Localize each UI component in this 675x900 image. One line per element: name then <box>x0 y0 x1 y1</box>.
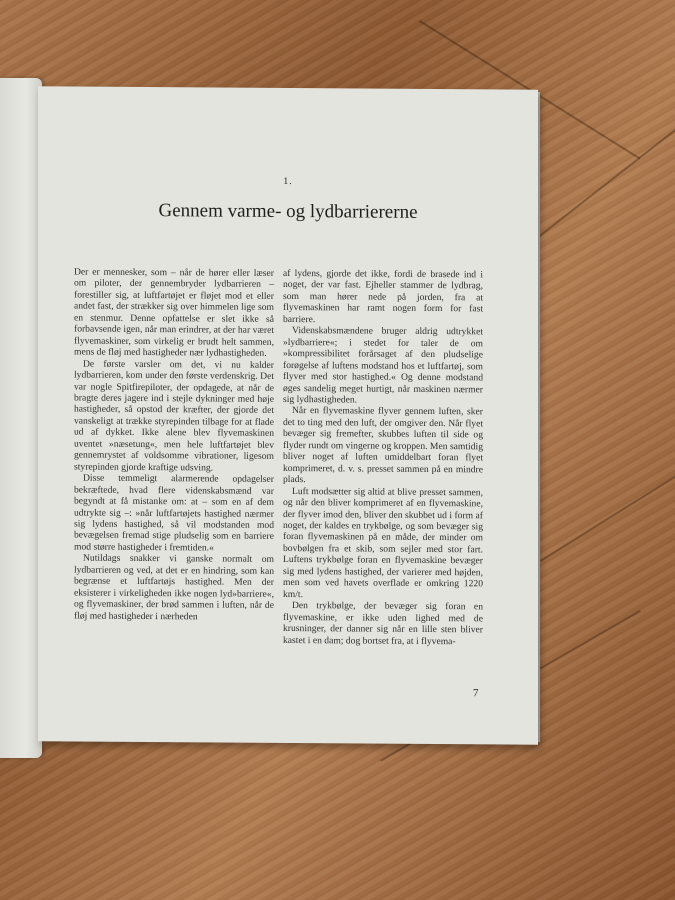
chapter-number: 1. <box>283 175 293 188</box>
text-column-right <box>283 268 483 647</box>
paragraph: De første varsler om det, vi nu kalder lydbarrieren, kom under den første verdenskrig. Det var nogle Spitfirepiloter, der opdagede, at når de bragte deres jagere ind i stejle dykninger med høje hastigheder, så opstod der kræfter, der gjorde det vanskeligt at trække styrepinden tilbage for at flade ud af dykket. Ikke alene blev flyvemaskinen uventet »næsetung«, men hele luftfartøjet blev gennemrystet af voldsomme vibrationer, ligesom styrepinden gjorde kraftige udsving. <box>74 358 274 474</box>
plank-seam <box>540 465 675 562</box>
paragraph: Nutildags snakker vi ganske normalt om lydbarrieren og ved, at det er en hindring, som kan begrænse et luftfartøjs hastighed. Men der eksisterer i virkeligheden ikke nogen lyd»barriere«, og flyvemaskiner, der brød sammen i luften, når de fløj med hastigheder i nærheden <box>74 552 274 622</box>
plank-seam <box>520 127 675 252</box>
paragraph: Videnskabsmændene bruger aldrig udtrykket »lydbarriere«; i stedet for taler de om »kompressibilitet forårsaget af den pludselige forøgelse af luftens modstand hos et luftfartøj, som flyver med stor hastighed.« Og denne modstand øges sandelig meget hurtigt, når maskinen nærmer sig lydhastigheden. <box>283 325 483 406</box>
page-number: 7 <box>473 687 479 700</box>
left-page-edge <box>0 78 42 758</box>
paragraph: Når en flyvemaskine flyver gennem luften, sker det to ting med den luft, der omgiver den. Når flyet bevæger sig fremefter, skubbes luften til side og flyder rundt om vingerne og kroppen. Men samtidig bliver noget af luften umiddelbart foran flyet komprimeret, d. v. s. presset sammen på en mindre plads. <box>283 405 483 486</box>
paragraph: af lydens, gjorde det ikke, fordi de brasede ind i noget, der var fast. Ejheller stammer de lydbrag, som man hører nede på jorden, fra at flyvemaskinen har ramt nogen form for fast barriere. <box>283 267 483 326</box>
paragraph: Den trykbølge, der bevæger sig foran en flyvemaskine, er ikke uden lighed med de krusninger, der danner sig når en lille sten bliver kastet i en dam; dog bortset fra, at i flyvema- <box>283 600 483 647</box>
text-column-left <box>74 267 274 623</box>
paragraph: Luft modsætter sig altid at blive presset sammen, og når den bliver komprimeret af en flyvemaskine, der flyver imod den, bliver den skubbet ud i form af noget, der kaldes en trykbølge, og som bevæger sig foran flyvemaskinen på en måde, der minder om bovbølgen fra et skib, som sejler med stor fart. Luftens trykbølge foran en flyvemaskine bevæger sig med lydens hastighed, der varierer med højden, men som ved havets overflade er omkring 1220 km/t. <box>283 485 483 600</box>
chapter-title: Gennem varme- og lydbarriererne <box>158 200 418 223</box>
book-page <box>38 86 538 744</box>
paragraph: Disse temmeligt alarmerende opdagelser bekræftede, hvad flere videnskabsmænd var begyndt at få mistanke om: at – som en af dem udtrykte sig –: »når luftfartøjets hastighed nærmer sig lydens hastighed, så vil modstanden mod bevægelsen fremad stige pludselig som en barriere mod større hastigheder i fremtiden.« <box>74 472 274 554</box>
paragraph: Der er mennesker, som – når de hører eller læser om piloter, der gennembryder lydbarrieren – forestiller sig, at luftfartøjet er fløjet mod et eller andet fast, der strækker sig over himmelen lige som en stenmur. Denne opfattelse er slet ikke så forbavsende igen, når man erindrer, at der har været flyvemaskiner, som virkelig er brudt helt sammen, mens de fløj med hastigheder nær lydhastigheden. <box>74 266 274 360</box>
